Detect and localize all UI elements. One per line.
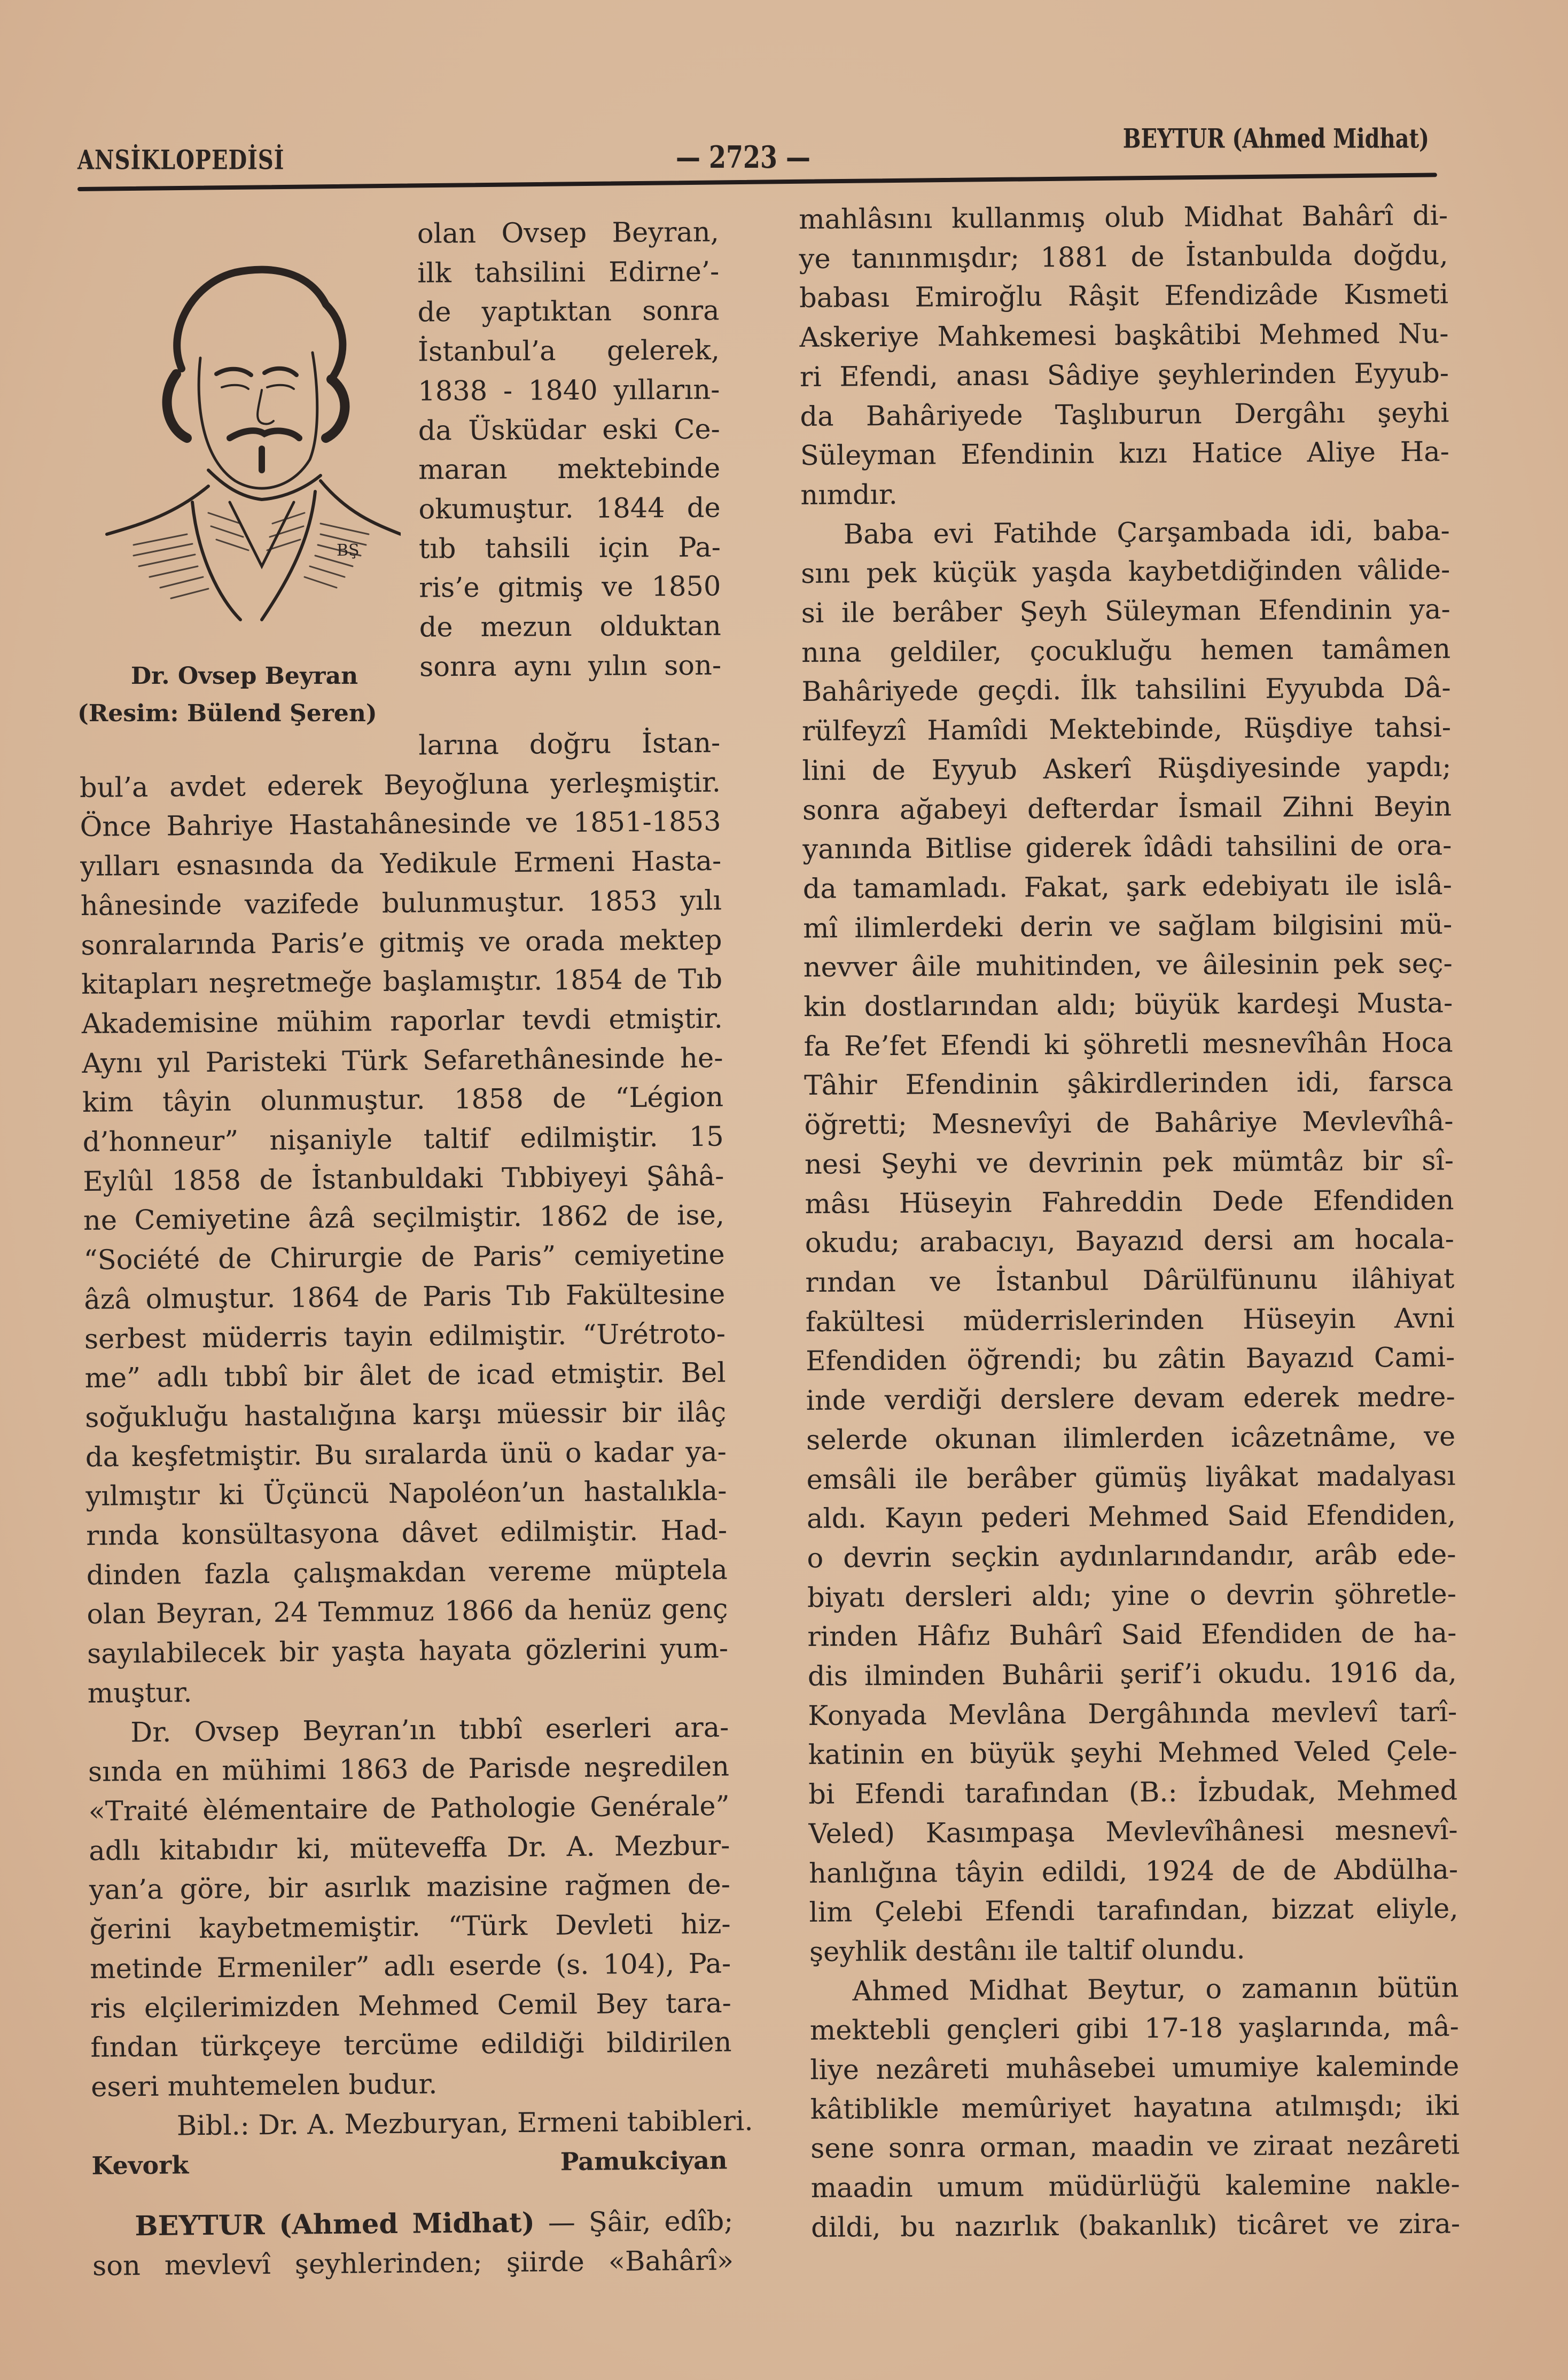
text-line: sonralarında Paris’e gitmiş ve orada mektep	[81, 924, 722, 962]
text-line: bul’a avdet ederek Beyoğluna yerleşmiştir.	[79, 767, 721, 804]
text-line: larına doğru İstan-	[418, 727, 721, 762]
text-line: Süleyman Efendinin kızı Hatice Aliye Ha-	[800, 436, 1450, 472]
text-line: selerde okunan ilimlerden icâzetnâme, ve	[806, 1421, 1456, 1456]
text-line: sene sonra orman, maadin ve ziraat nezâreti	[810, 2129, 1460, 2165]
left-column-main	[79, 724, 753, 2287]
text-line: ğerini kaybetmemiştir. “Türk Devleti hiz-	[89, 1908, 731, 1946]
text-line: ilk tahsilini Edirne’-	[417, 256, 720, 290]
text-line: dinden fazla çalışmakdan vereme müptela	[86, 1554, 728, 1591]
text-line: metinde Ermeniler” adlı eserde (s. 104), Pa-	[89, 1948, 731, 1985]
text-line: da Üsküdar eski Ce-	[418, 413, 720, 447]
text-line: kâtiblikle memûriyet hayatına atılmışdı; iki	[810, 2090, 1460, 2126]
text-line: inde verdiği derslere devam ederek medre-	[806, 1381, 1455, 1417]
text-line: liye nezâreti muhâsebei umumiye kaleminde	[810, 2050, 1460, 2086]
text-line: «Traité èlémentaire de Pathologie Genérale”	[88, 1790, 730, 1828]
text-line: ris’e gitmiş ve 1850	[419, 571, 721, 604]
text-line: sonra ağabeyi defterdar İsmail Zihni Beyin	[802, 791, 1452, 826]
text-line: me” adlı tıbbî bir âlet de icad etmiştir. Bel	[84, 1357, 726, 1395]
text-line: Tâhir Efendinin şâkirdlerinden idi, farsca	[803, 1066, 1454, 1102]
text-line: eseri muhtemelen budur.	[90, 2069, 438, 2103]
portrait-credit: (Resim: Bülend Şeren)	[77, 700, 377, 727]
text-line: bi Efendi tarafından (B.: İzbudak, Mehmed	[808, 1775, 1458, 1811]
text-line: maadin umum müdürlüğü kalemine nakle-	[810, 2168, 1460, 2205]
text-line: yılmıştır ki Üçüncü Napoléon’un hastalıkla-	[85, 1475, 727, 1513]
text-line: son mevlevî şeyhlerinden; şiirde «Bahârî»	[92, 2245, 734, 2282]
text-line: biyatı dersleri aldı; yine o devrin şöhretle-	[807, 1578, 1457, 1614]
text-line: rinden Hâfız Buhârî Said Efendiden de ha-	[807, 1617, 1457, 1653]
text-line: da Bahâriyede Taşlıburun Dergâhı şeyhi	[800, 397, 1449, 433]
entry-headword: BEYTUR (Ahmed Midhat)	[135, 2206, 535, 2243]
portrait-caption: Dr. Ovsep Beyran	[131, 662, 358, 690]
text-line: de mezun olduktan	[419, 610, 721, 644]
text-line: dis ilminden Buhârii şerif’i okudu. 1916 da,	[807, 1657, 1457, 1692]
article-author: Kevork Pamukciyan	[91, 2145, 728, 2181]
text-line: Veled) Kasımpaşa Mevlevîhânesi mesnevî-	[808, 1814, 1458, 1850]
text-line: okumuştur. 1844 de	[418, 492, 721, 526]
text-line: Eylûl 1858 de İstanbuldaki Tıbbiyeyi Şâhâ-	[83, 1160, 724, 1198]
text-line: şeyhlik destânı ile taltif olundu.	[809, 1933, 1245, 1968]
left-column-top	[417, 213, 722, 687]
right-column	[799, 197, 1460, 2248]
text-line: okudu; arabacıyı, Bayazıd dersi am hocala-	[805, 1223, 1455, 1260]
text-line: rında konsültasyona dâvet edilmiştir. Had-	[85, 1515, 728, 1552]
text-line: nesi Şeyhi ve devrinin pek mümtâz bir sî-	[804, 1145, 1454, 1181]
text-line: o devrin seçkin aydınlarındandır, arâb ede-	[807, 1539, 1456, 1574]
text-line: âzâ olmuştur. 1864 de Paris Tıb Fakültesine	[84, 1278, 726, 1316]
text-line: mî ilimlerdeki derin ve sağlam bilgisini mü-	[803, 909, 1453, 945]
text-line: da keşfetmiştir. Bu sıralarda ünü o kadar ya-	[85, 1436, 727, 1473]
text-line: de yaptıktan sonra	[417, 295, 720, 329]
text-line: ri Efendi, anası Sâdiye şeyhlerinden Eyyub-	[799, 357, 1449, 393]
text-line: Bahâriyede geçdi. İlk tahsilini Eyyubda Dâ-	[801, 672, 1451, 708]
text-line: İstanbul’a gelerek,	[417, 334, 720, 368]
text-line: sını pek küçük yaşda kaybetdiğinden vâlide-	[801, 554, 1450, 590]
text-line: olan Beyran, 24 Temmuz 1866 da henüz genç	[87, 1593, 728, 1631]
text-line: serbest müderris tayin edilmiştir. “Urétroto-	[84, 1318, 726, 1355]
text-line: hanlığına tâyin edildi, 1924 de de Abdülha-	[808, 1854, 1458, 1890]
text-line: si ile berâber Şeyh Süleyman Efendinin ya-	[801, 594, 1450, 630]
text-line: nevver âile muhitinden, ve âilesinin pek seç-	[803, 948, 1453, 984]
text-line: olan Ovsep Beyran,	[417, 216, 720, 250]
text-line: Askeriye Mahkemesi başkâtibi Mehmed Nu-	[799, 318, 1449, 354]
text-line: sayılabilecek bir yaşta hayata gözlerini yum-	[87, 1633, 729, 1671]
bibliography: Bibl.: Dr. A. Mezburyan, Ermeni tabibleri.	[176, 2105, 753, 2142]
text-line: öğretti; Mesnevîyi de Bahâriye Mevlevîhâ-	[804, 1105, 1454, 1142]
text-line: ris elçilerimizden Mehmed Cemil Bey tara-	[90, 1987, 732, 2025]
text-line: mâsı Hüseyin Fahreddin Dede Efendiden	[805, 1184, 1454, 1220]
text-line: soğukluğu hastalığına karşı müessir bir ilâç	[84, 1396, 727, 1434]
text-line: lim Çelebi Efendi tarafından, bizzat eliyle,	[809, 1893, 1458, 1929]
text-line: ye tanınmışdır; 1881 de İstanbulda doğdu,	[799, 239, 1448, 275]
text-line: dildi, bu nazırlık (bakanlık) ticâret ve zira-	[811, 2208, 1461, 2244]
text-line: emsâli ile berâber gümüş liyâkat madalyası	[806, 1460, 1456, 1496]
text-line: kitapları neşretmeğe başlamıştır. 1854 de Tıb	[81, 963, 723, 1001]
text-line: muştur.	[87, 1677, 192, 1710]
text-line: Ahmed Midhat Beytur, o zamanın bütün	[852, 1972, 1459, 2008]
text-line: katinin en büyük şeyhi Mehmed Veled Çele-	[808, 1735, 1457, 1772]
text-line: Dr. Ovsep Beyran’ın tıbbî eserleri ara-	[130, 1712, 729, 1749]
text-line: mektebli gençleri gibi 17-18 yaşlarında, mâ-	[809, 2011, 1460, 2047]
text-line: rülfeyzî Hamîdi Mektebinde, Rüşdiye tahsi-	[801, 712, 1452, 748]
text-line: Baba evi Fatihde Çarşambada idi, baba-	[843, 515, 1450, 551]
text-line: yılları esnasında da Yedikule Ermeni Hasta-	[80, 845, 722, 883]
text-line: ne Cemiyetine âzâ seçilmiştir. 1862 de ise,	[83, 1199, 725, 1237]
portrait-illustration	[102, 235, 401, 630]
text-line: Aynı yıl Paristeki Türk Sefarethânesinde he-	[82, 1042, 723, 1080]
running-head-right: BEYTUR (Ahmed Midhat)	[1122, 123, 1429, 154]
text-line: Konyada Mevlâna Dergâhında mevlevî tarî-	[808, 1696, 1457, 1732]
text-line: Önce Bahriye Hastahânesinde ve 1851-1853	[80, 806, 721, 844]
running-head-left: ANSİKLOPEDİSİ	[77, 144, 285, 176]
text-line: da tamamladı. Fakat, şark edebiyatı ile islâ-	[802, 869, 1453, 905]
page-number: — 2723 —	[676, 139, 811, 175]
text-line: aldı. Kayın pederi Mehmed Said Efendiden,	[806, 1499, 1456, 1535]
text-line: fakültesi müderrislerinden Hüseyin Avni	[805, 1302, 1455, 1338]
artist-signature: BŞ	[337, 541, 360, 560]
text-line: tıb tahsili için Pa-	[418, 532, 721, 565]
text-line: nımdır.	[800, 479, 898, 511]
text-line: rından ve İstanbul Dârülfünunu ilâhiyat	[805, 1263, 1455, 1299]
text-line: babası Emiroğlu Râşit Efendizâde Kısmeti	[799, 278, 1449, 315]
text-line: kim tâyin olunmuştur. 1858 de “Légion	[82, 1081, 724, 1119]
text-line: maran mektebinde	[418, 452, 721, 486]
text-line: d’honneur” nişaniyle taltif edilmiştir. 15	[82, 1121, 724, 1159]
text-line: fından türkçeye tercüme edildiği bildirilen	[90, 2026, 732, 2064]
text-line: lini de Eyyub Askerî Rüşdiyesinde yapdı;	[802, 751, 1452, 787]
page-header	[77, 118, 1440, 182]
text-line: Akademisine mühim raporlar tevdi etmiştir.	[81, 1003, 723, 1040]
text-line: sonra aynı yılın son-	[419, 650, 722, 683]
entry-lead-text: — Şâir, edîb;	[534, 2205, 734, 2239]
text-line: nına geldiler, çocukluğu hemen tamâmen	[801, 633, 1451, 669]
text-line: 1838 - 1840 yılların-	[418, 374, 720, 408]
text-line: adlı kitabıdır ki, müteveffa Dr. A. Mezbur-	[89, 1830, 730, 1867]
text-line: kin dostlarından aldı; büyük kardeşi Musta-	[803, 987, 1453, 1024]
entry-lead-line	[92, 2202, 734, 2246]
text-line: Efendiden öğrendi; bu zâtin Bayazıd Cami-	[806, 1341, 1455, 1378]
text-line: “Société de Chirurgie de Paris” cemiyetine	[83, 1239, 725, 1277]
text-line: hânesinde vazifede bulunmuştur. 1853 yılı	[80, 885, 722, 922]
text-line: fa Re’fet Efendi ki şöhretli mesnevîhân Hoca	[803, 1027, 1453, 1063]
text-line: sında en mühimi 1863 de Parisde neşredilen	[88, 1751, 730, 1789]
text-line: yan’a göre, bir asırlık mazisine rağmen de-	[89, 1869, 731, 1907]
text-line: mahlâsını kullanmış olub Midhat Bahârî di-	[799, 200, 1448, 236]
text-line: yanında Bitlise giderek îdâdi tahsilini de ora-	[802, 830, 1452, 866]
